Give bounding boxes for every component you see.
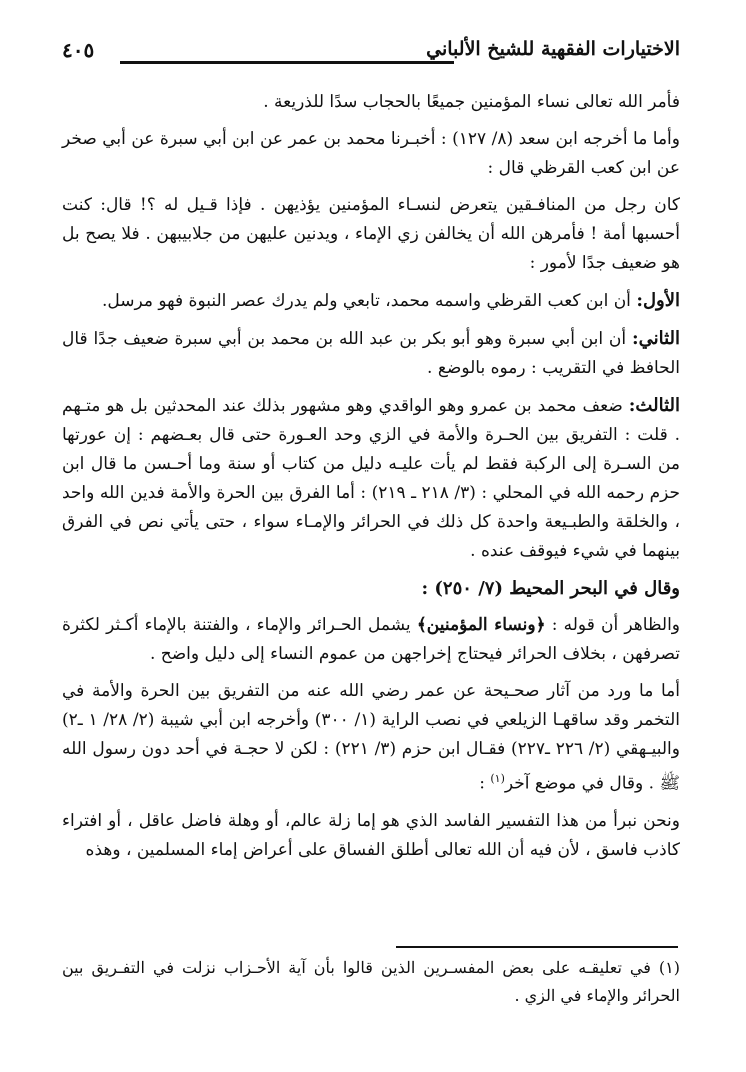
running-title: الاختيارات الفقهية للشيخ الألباني xyxy=(426,38,680,60)
term-first: الأول: xyxy=(636,290,680,311)
paragraph-6-text: ضعف محمد بن عمرو وهو الواقدي وهو مشهور بذلك عند المحدثين بل هو متـهم . قلت : التفريق بين الحـرة والأمة في الزي وحد العـورة حتى قال بعـضهم : إن عورتها من السـرة إلى الركبة فقط لم يأت عليـه دليل من كتاب أو سنة وما أحـسن ما قال ابن حزم رحمه الله في المحلي : (٣/ ٢١٨ ـ ٢١٩) : أما الفرق بين الحرة والأمة فدين الله واحد ، والخلقة والطبـيعة واحدة كل ذلك في الحرائر والإمـاء سواء ، حتى يأتي نص في الفرق بينهما في شيء فيوقف عنده . xyxy=(62,396,680,561)
paragraph-3: كان رجل من المنافـقين يتعرض لنسـاء المؤمنين يؤذيهن . فإذا قـيل له ؟! قال: كنت أحسبها أمة ! فأمرهن الله أن يخالفن زي الإماء ، ويدنين عليهن من جلابيبهن . فلا يصح بل هو ضعيف جدًا لأمور : xyxy=(62,195,680,273)
paragraph-7: وقال في البحر المحيط (٧/ ٢٥٠) : xyxy=(421,578,680,599)
footnote-marker: (١) xyxy=(490,772,505,785)
term-third: الثالث: xyxy=(628,395,680,416)
paragraph-9-text: أما ما ورد من آثار صحـيحة عن عمر رضي الله عنه من التفريق بين الحرة والأمة في التخمر وقد ساقهـا الزيلعي في نصب الراية (١/ ٣٠٠) وأخرجه ابن أبي شيبة (٢/ ٢٨/ ١ ـ٢) والبيـهقي (٢/ ٢٢٦ ـ٢٢٧) فقـال ابن حزم (٣/ ٢٢١) : لكن لا حجـة في أحد دون رسول الله ﷺ . وقال في موضع آخر xyxy=(62,681,680,794)
paragraph-8 xyxy=(62,611,680,669)
quran-verse: ﴿ونساء المؤمنين﴾ xyxy=(416,615,546,635)
header-rule xyxy=(120,61,454,64)
paragraph-8-lead: والظاهر أن قوله : xyxy=(545,615,681,635)
page-number: ٤٠٥ xyxy=(62,38,95,62)
paragraph-1: فأمر الله تعالى نساء المؤمنين جميعًا بالحجاب سدًا للذريعة . xyxy=(263,92,680,112)
paragraph-6 xyxy=(62,391,680,566)
paragraph-8-text: يشمل الحـرائر والإماء ، والفتنة بالإماء أكـثر لكثرة تصرفهن ، بخلاف الحرائر فيحتاج إخراجهن من عموم النساء إلى دليل واضح . xyxy=(62,615,680,664)
paragraph-9-end: : xyxy=(479,773,491,794)
paragraph-5 xyxy=(62,324,680,383)
paragraph-9 xyxy=(62,677,680,799)
body-text xyxy=(62,88,680,873)
paragraph-10: ونحن نبرأ من هذا التفسير الفاسد الذي هو إما زلة عالم، أو وهلة فاضل عاقل ، أو افتراء كاذب فاسق ، لأن فيه أن الله تعالى أطلق الفساق على أعراض إماء المسلمين ، وهذه xyxy=(62,810,680,860)
paragraph-2: وأما ما أخرجه ابن سعد (٨/ ١٢٧) : أخبـرنا محمد بن عمر عن ابن أبي سبرة عن أبي صخر عن ابن كعب القرظي قال : xyxy=(62,129,680,178)
footnote-rule xyxy=(396,946,678,948)
paragraph-4-text: أن ابن كعب القرظي واسمه محمد، تابعي ولم يدرك عصر النبوة فهو مرسل. xyxy=(101,291,637,311)
paragraph-5-text: أن ابن أبي سبرة وهو أبو بكر بن عبد الله بن محمد بن أبي سبرة ضعيف جدًا قال الحافظ في التقريب : رموه بالوضع . xyxy=(62,329,680,378)
footnote-1: (١) في تعليقـه على بعض المفسـرين الذين قالوا بأن آية الأحـزاب نزلت في التفـريق بين الحرائر والإماء في الزي . xyxy=(62,958,680,1005)
footnotes xyxy=(62,954,680,1010)
page-header xyxy=(62,34,680,74)
term-second: الثاني: xyxy=(631,328,680,349)
paragraph-4 xyxy=(62,286,680,316)
